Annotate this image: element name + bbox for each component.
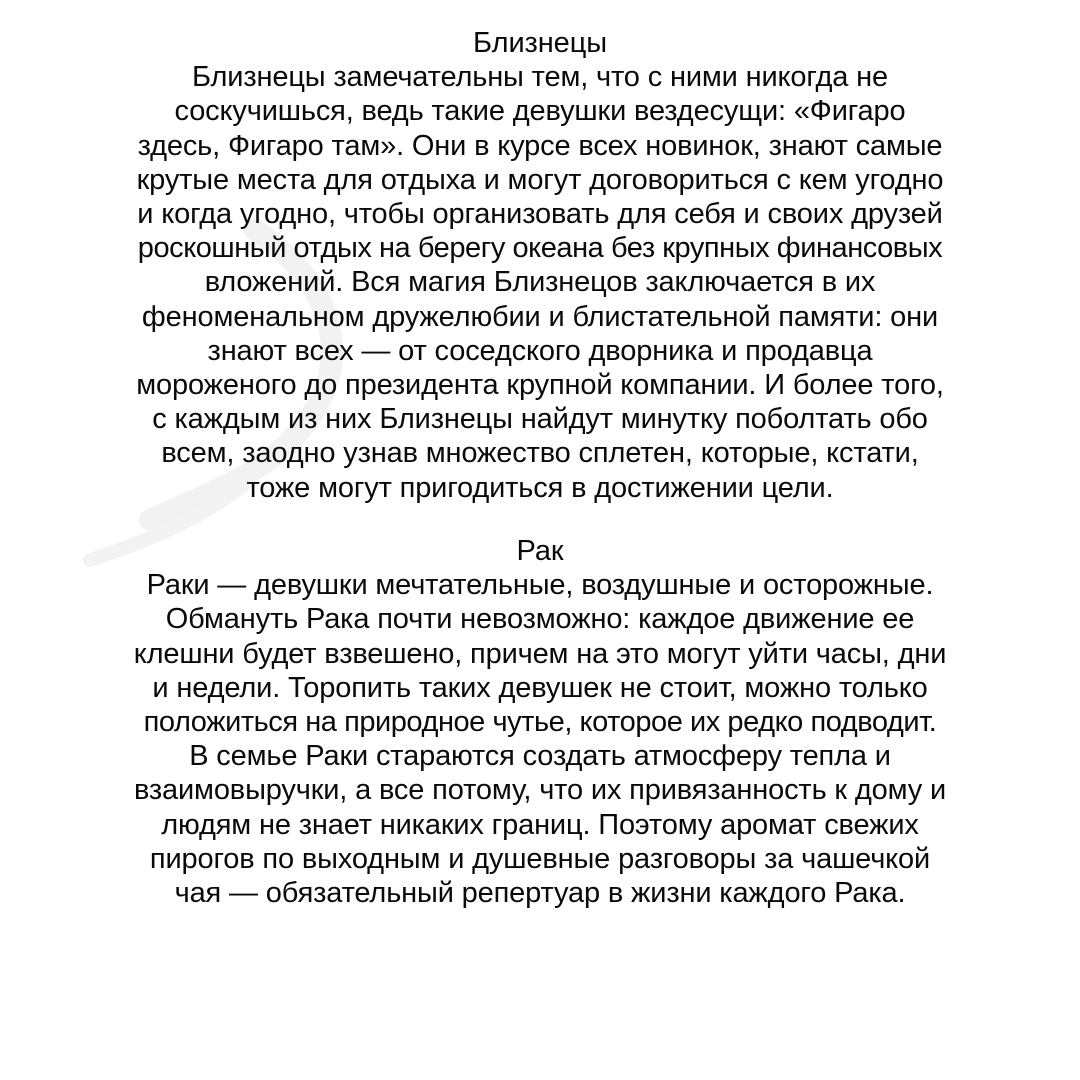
gemini-line: всем, заодно узнав множество сплетен, которые, кстати, — [161, 437, 919, 470]
gemini-line: и когда угодно, чтобы организовать для себя и своих друзей — [137, 198, 943, 231]
cancer-line: чая — обязательный репертуар в жизни каждого Рака. — [174, 877, 906, 910]
gemini-line: тоже могут пригодиться в достижении цели. — [246, 471, 834, 504]
cancer-line: клешни будет взвешено, причем на это могут уйти часы, дни — [133, 637, 947, 670]
gemini-line: роскошный отдых на берегу океана без крупных финансовых — [137, 232, 943, 265]
gemini-line: знают всех — от соседского дворника и продавца — [207, 334, 873, 367]
cancer-line: В семье Раки стараются создать атмосферу тепла и — [189, 740, 891, 773]
gemini-line: Близнецы замечательны тем, что с ними никогда не — [191, 61, 888, 94]
cancer-line: пирогов по выходным и душевные разговоры за чашечкой — [149, 842, 931, 875]
cancer-paragraph — [0, 568, 1080, 910]
gemini-paragraph — [0, 60, 1080, 505]
gemini-line: здесь, Фигаро там». Они в курсе всех новинок, знают самые — [137, 129, 943, 162]
gemini-line: соскучишься, ведь такие девушки вездесущи: «Фигаро — [174, 95, 906, 128]
cancer-line: Обмануть Рака почти невозможно: каждое движение ее — [165, 603, 915, 636]
gemini-line: феноменальном дружелюбии и блистательной памяти: они — [141, 300, 939, 333]
cancer-line: Раки — девушки мечтательные, воздушные и осторожные. — [146, 569, 934, 602]
cancer-section — [0, 534, 1080, 910]
gemini-section — [0, 26, 1080, 505]
gemini-line: вложений. Вся магия Близнецов заключается в их — [204, 266, 876, 299]
gemini-line: мороженого до президента крупной компании. И более того, — [136, 369, 944, 402]
cancer-heading: Рак — [516, 535, 564, 567]
cancer-line: взаимовыручки, а все потому, что их привязанность к дому и — [133, 774, 947, 807]
gemini-line: с каждым из них Близнецы найдут минутку поболтать обо — [152, 403, 928, 436]
cancer-line: людям не знает никаких границ. Поэтому аромат свежих — [161, 808, 919, 841]
gemini-heading: Близнецы — [473, 27, 607, 59]
cancer-line: положиться на природное чутье, которое их редко подводит. — [143, 706, 937, 739]
cancer-line: и недели. Торопить таких девушек не стоит, можно только — [152, 671, 928, 704]
gemini-line: крутые места для отдыха и могут договориться с кем угодно — [136, 163, 944, 196]
